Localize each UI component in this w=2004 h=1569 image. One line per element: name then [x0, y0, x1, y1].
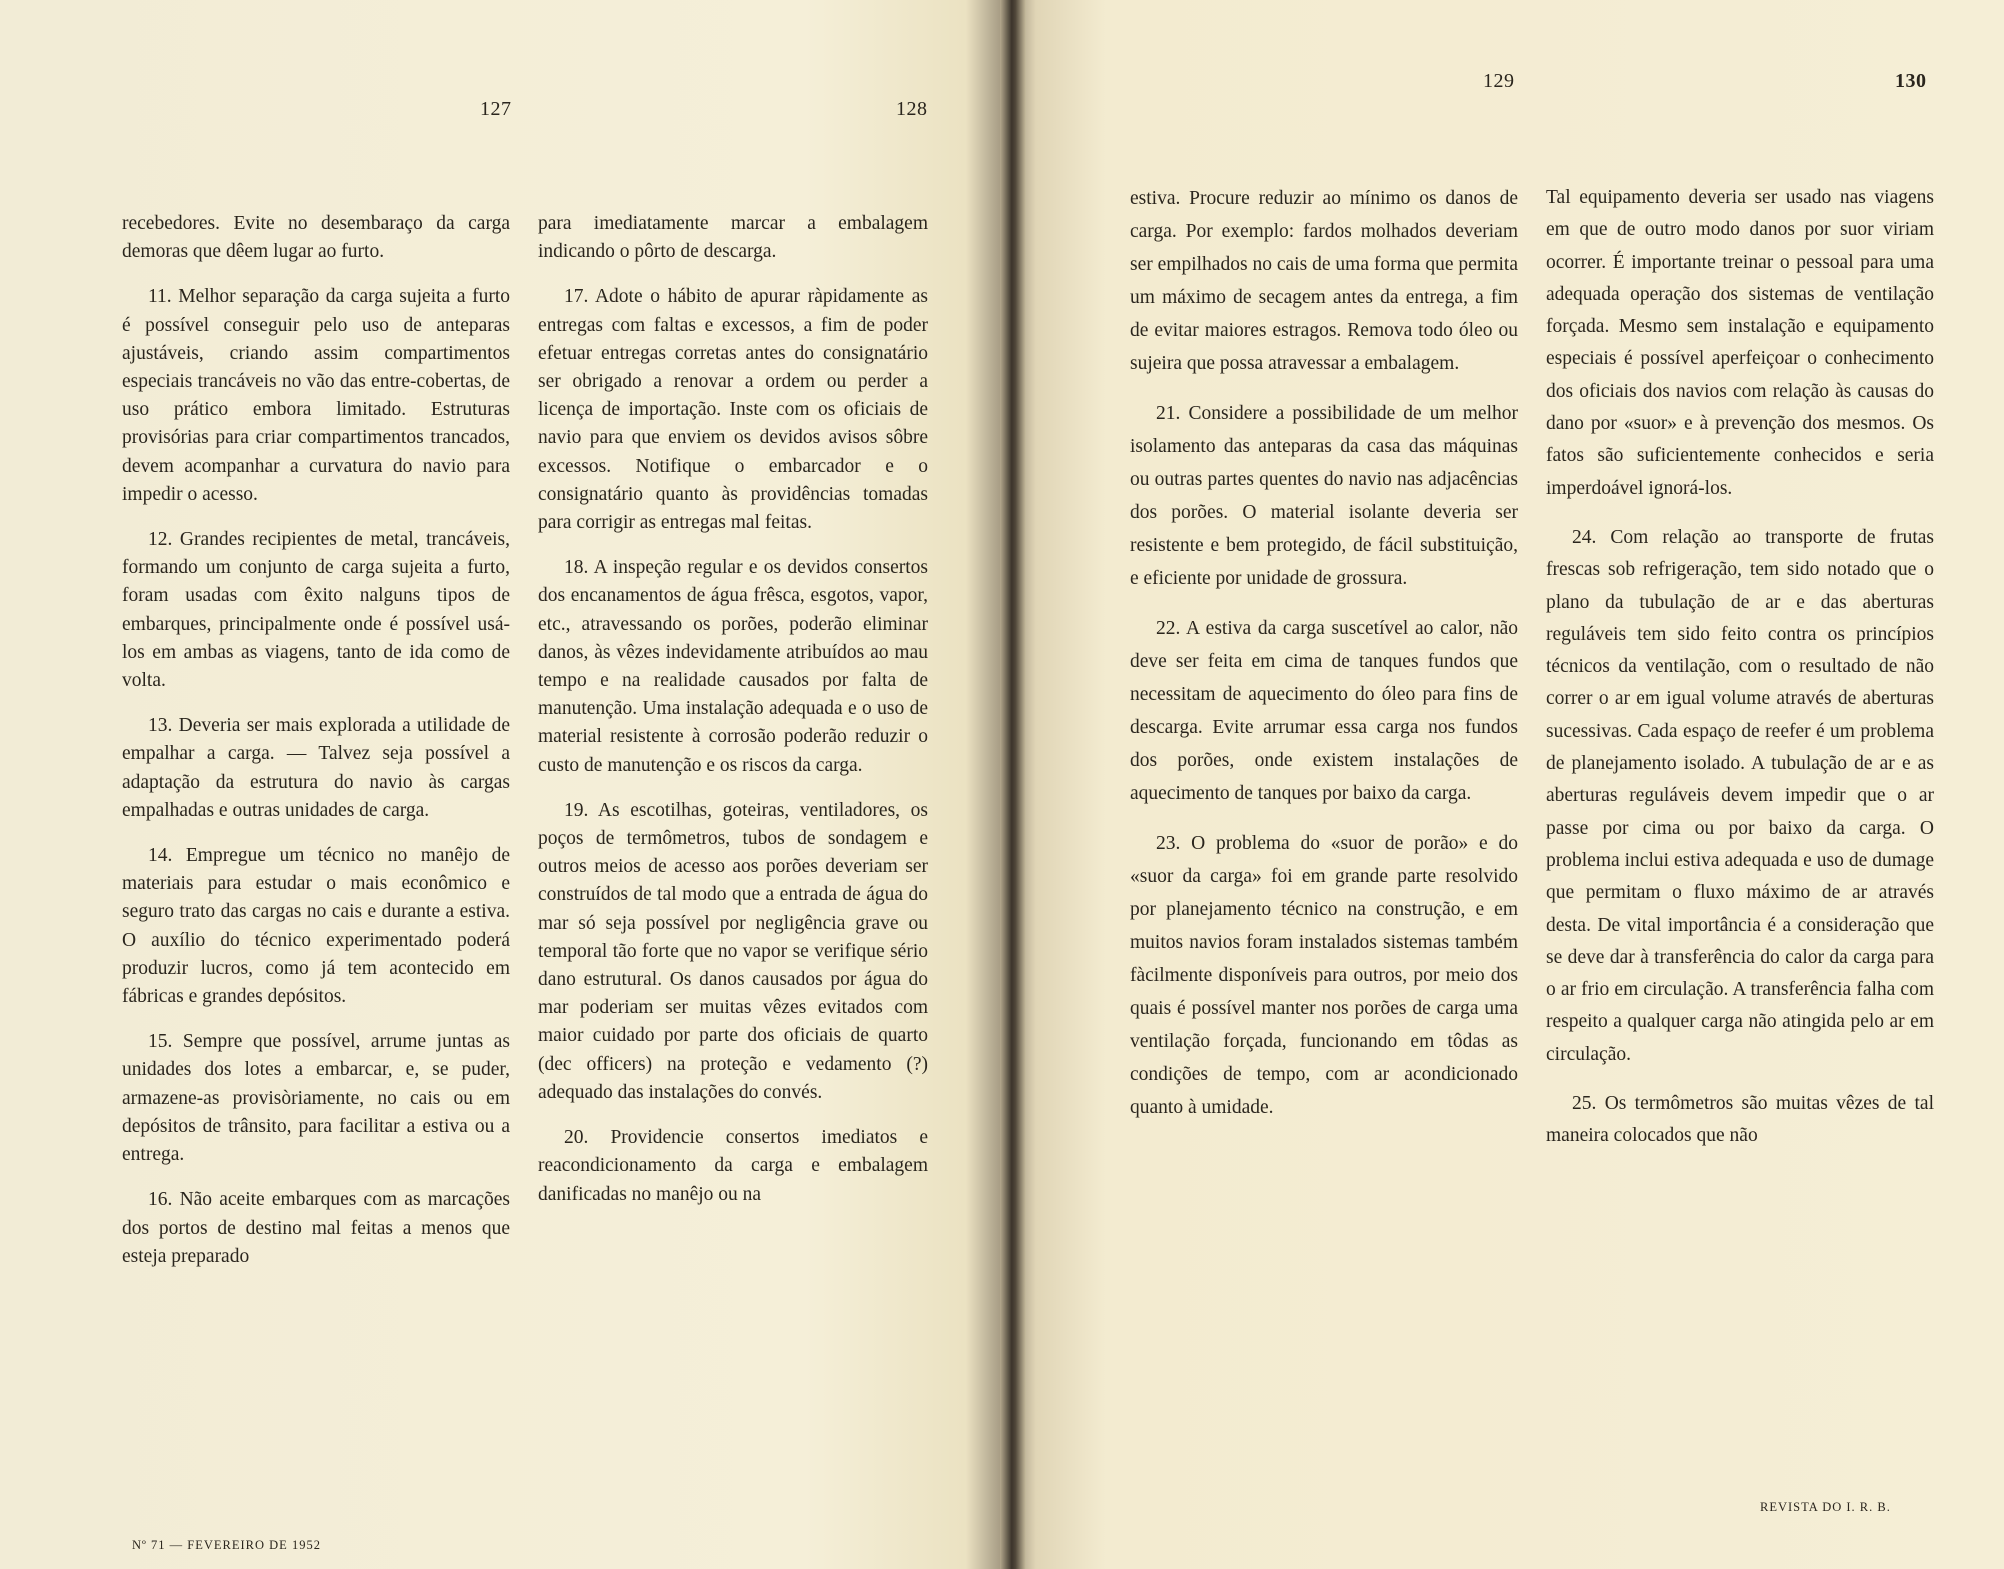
paragraph: 21. Considere a possibilidade de um melhor isolamento das anteparas da casa das máquinas ou outras partes quentes do navio nas adjacências dos porões. O material isolante deveria ser resistente e bem protegido, de fácil substituição, e eficiente por unidade de grossura.: [1130, 403, 1518, 589]
paragraph: estiva. Procure reduzir ao mínimo os danos de carga. Por exemplo: fardos molhados deveriam ser empilhados no cais de uma forma que permita um máximo de secagem antes da entrega, a fim de evitar maiores estragos. Remova todo óleo ou sujeira que possa atravessar a embalagem.: [1130, 188, 1518, 374]
column-page-127: [122, 210, 510, 1288]
footer-issue: Nº 71 — FEVEREIRO DE 1952: [132, 1538, 321, 1552]
page-number-129: 129: [1483, 70, 1515, 92]
paragraph: 22. A estiva da carga suscetível ao calor, não deve ser feita em cima de tanques fundos que necessitam de aquecimento do óleo para fins de descarga. Evite arrumar essa carga nos fundos dos porões, onde existem instalações de aquecimento de tanques por baixo da carga.: [1130, 618, 1518, 804]
paragraph: 16. Não aceite embarques com as marcações dos portos de destino mal feitas a menos que esteja preparado: [122, 1189, 510, 1267]
column-page-130: [1546, 182, 1934, 1170]
column-page-129: [1130, 182, 1518, 1141]
paragraph: 17. Adote o hábito de apurar ràpidamente as entregas com faltas e excessos, a fim de poder efetuar entregas corretas antes do consignatário ser obrigado a renovar a ordem ou perder a licença de importação. Inste com os oficiais de navio para que enviem os devidos avisos sôbre excessos. Notifique o embarcador e o consignatário quanto às providências tomadas para corrigir as entregas mal feitas.: [538, 286, 928, 534]
page-number-130: 130: [1895, 70, 1927, 92]
paragraph: 11. Melhor separação da carga sujeita a furto é possível conseguir pelo uso de anteparas ajustáveis, criando assim compartimentos especiais trancáveis no vão das entre-cobertas, de uso prático embora limitado. Estruturas provisórias para criar compartimentos trancados, devem acompanhar a curvatura do navio para impedir o acesso.: [122, 286, 510, 505]
paragraph: para imediatamente marcar a embalagem indicando o pôrto de descarga.: [538, 213, 928, 263]
paragraph: Tal equipamento deveria ser usado nas viagens em que de outro modo danos por suor viriam ocorrer. É importante treinar o pessoal para uma adequada operação dos sistemas de ventilação forçada. Mesmo sem instalação e equipamento especiais é possível aperfeiçoar o conhecimento dos oficiais dos navios com relação às causas do dano por «suor» e à prevenção dos mesmos. Os fatos são suficientemente conhecidos e seria imperdoável ignorá-los.: [1546, 187, 1934, 499]
footer-journal: REVISTA DO I. R. B.: [1760, 1500, 1891, 1514]
paragraph: 24. Com relação ao transporte de frutas frescas sob refrigeração, tem sido notado que o plano da tubulação de ar e das aberturas reguláveis tem sido feito contra os princípios técnicos da ventilação, com o resultado de não correr o ar em igual volume através de aberturas sucessivas. Cada espaço de reefer é um problema de planejamento isolado. A tubulação de ar e as aberturas reguláveis devem impedir que o ar passe por cima ou por baixo da carga. O problema inclui estiva adequada e uso de dumage que permitam o fluxo máximo de ar através desta. De vital importância é a consideração que se deve dar à transferência do calor da carga para o ar frio em circulação. A transferência falha com respeito a qualquer carga não atingida pelo ar em circulação.: [1546, 526, 1934, 1065]
paragraph: 20. Providencie consertos imediatos e reacondicionamento da carga e embalagem danificadas no manêjo ou na: [538, 1127, 928, 1205]
paragraph: 12. Grandes recipientes de metal, trancáveis, formando um conjunto de carga sujeita a furto, foram usadas com êxito nalguns tipos de embarques, principalmente onde é possível usá-los em ambas as viagens, tanto de ida como de volta.: [122, 529, 510, 692]
paragraph: 15. Sempre que possível, arrume juntas as unidades dos lotes a embarcar, e, se puder, armazene-as provisòriamente, no cais ou em depósitos de trânsito, para facilitar a estiva ou a entrega.: [122, 1031, 510, 1166]
paragraph: 19. As escotilhas, goteiras, ventiladores, os poços de termômetros, tubos de sondagem e outros meios de acesso aos porões deveriam ser construídos de tal modo que a entrada de água do mar só seja possível por negligência grave ou temporal tão forte que no vapor se verifique sério dano estrutural. Os danos causados por água do mar poderiam ser muitas vêzes evitados com maior cuidado por parte dos oficiais de quarto (dec officers) na proteção e vedamento (?) adequado das instalações do convés.: [538, 799, 928, 1103]
paragraph: 25. Os termômetros são muitas vêzes de tal maneira colocados que não: [1546, 1093, 1934, 1147]
paragraph: recebedores. Evite no desembaraço da carga demoras que dêem lugar ao furto.: [122, 213, 510, 263]
paragraph: 23. O problema do «suor de porão» e do «suor da carga» foi em grande parte resolvido por planejamento técnico na construção, e em muitos navios foram instalados sistemas também fàcilmente disponíveis para outros, por meio dos quais é possível manter nos porões de carga uma ventilação forçada, funcionando em tôdas as condições de tempo, com ar acondicionado quanto à umidade.: [1130, 833, 1518, 1118]
page-number-128: 128: [896, 98, 928, 120]
paragraph: 18. A inspeção regular e os devidos consertos dos encanamentos de água frêsca, esgotos, vapor, etc., atravessando os porões, poderão eliminar danos, às vêzes indevidamente atribuídos ao mau tempo e na realidade causados por falta de manutenção. Uma instalação adequada e o uso de material resistente à corrosão poderão reduzir o custo de manutenção e os riscos da carga.: [538, 557, 928, 776]
paragraph: 13. Deveria ser mais explorada a utilidade de empalhar a carga. — Talvez seja possível a adaptação da estrutura do navio às cargas empalhadas e outras unidades de carga.: [122, 715, 510, 821]
book-gutter: [1000, 0, 1026, 1569]
page-number-127: 127: [480, 98, 512, 120]
column-page-128: [538, 210, 928, 1226]
paragraph: 14. Empregue um técnico no manêjo de materiais para estudar o mais econômico e seguro trato das cargas no cais e durante a estiva. O auxílio do técnico experimentado poderá produzir lucros, como já tem acontecido em fábricas e grandes depósitos.: [122, 845, 510, 1008]
